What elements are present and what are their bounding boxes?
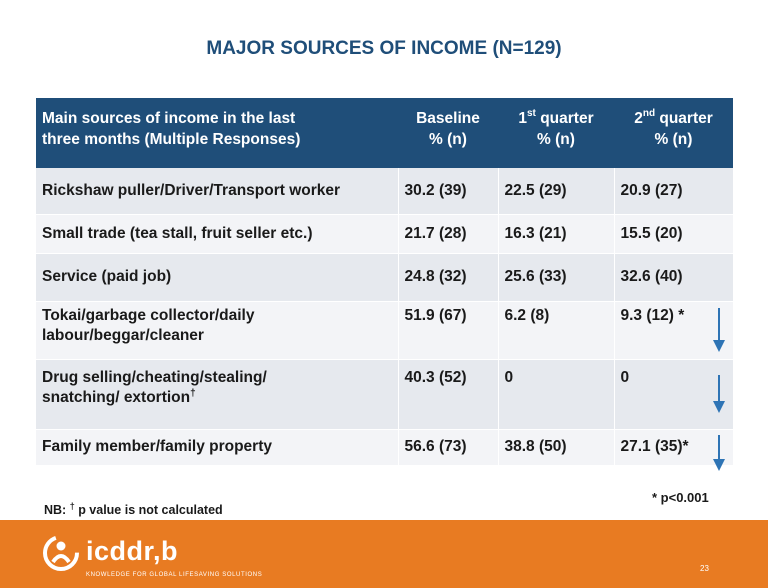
footnote-text: p value is not calculated — [74, 503, 223, 517]
row-q2: 15.5 (20) — [614, 214, 733, 253]
row-source: Service (paid job) — [36, 253, 398, 301]
row-source-line2: snatching/ extortion — [42, 388, 191, 406]
row-source: Small trade (tea stall, fruit seller etc.) — [36, 214, 398, 253]
row-q1: 16.3 (21) — [498, 214, 614, 253]
row-q1: 22.5 (29) — [498, 168, 614, 214]
row-baseline: 40.3 (52) — [398, 359, 498, 429]
row-source — [36, 359, 398, 429]
dagger-mark: † — [190, 387, 196, 399]
page-number: 23 — [700, 564, 709, 573]
table-header-row — [36, 98, 733, 168]
header-q1 — [498, 98, 614, 168]
row-q1: 25.6 (33) — [498, 253, 614, 301]
header-main-line1: Main sources of income in the last — [42, 110, 296, 127]
down-arrow-icon — [712, 308, 726, 352]
row-source-line2-wrap — [42, 388, 398, 408]
row-source: Rickshaw puller/Driver/Transport worker — [36, 168, 398, 214]
slide-title: MAJOR SOURCES OF INCOME (N=129) — [206, 38, 562, 59]
row-baseline: 21.7 (28) — [398, 214, 498, 253]
row-source-line2: labour/beggar/cleaner — [42, 326, 204, 344]
row-source-line1: Tokai/garbage collector/daily — [42, 306, 255, 324]
table-row — [36, 168, 733, 214]
row-q2: 9.3 (12) * — [614, 301, 733, 359]
header-q1-line2: % (n) — [537, 131, 575, 148]
header-main-sources — [36, 98, 398, 168]
footnote-prefix: NB: — [44, 503, 70, 517]
footnote-p-value — [44, 503, 223, 517]
income-sources-table — [36, 98, 734, 466]
header-baseline — [398, 98, 498, 168]
header-baseline-line1: Baseline — [416, 110, 480, 127]
header-baseline-line2: % (n) — [429, 131, 467, 148]
row-q1: 38.8 (50) — [498, 429, 614, 465]
logo-tagline: KNOWLEDGE FOR GLOBAL LIFESAVING SOLUTIONS — [86, 572, 263, 578]
row-baseline: 30.2 (39) — [398, 168, 498, 214]
row-source — [36, 301, 398, 359]
row-q2: 20.9 (27) — [614, 168, 733, 214]
table-row — [36, 253, 733, 301]
table-row — [36, 214, 733, 253]
row-baseline: 51.9 (67) — [398, 301, 498, 359]
header-q2-word: quarter — [655, 110, 713, 127]
footnote-dagger: † — [69, 501, 75, 511]
row-q2: 0 — [614, 359, 733, 429]
row-source-line1: Drug selling/cheating/stealing/ — [42, 368, 267, 386]
row-source: Family member/family property — [36, 429, 398, 465]
header-q1-line1 — [498, 108, 614, 129]
header-q2-ordinal: 2 — [634, 110, 643, 127]
down-arrow-icon — [712, 435, 726, 471]
table-row — [36, 429, 733, 465]
header-q1-sup: st — [527, 108, 536, 119]
header-q2-sup: nd — [642, 108, 656, 119]
row-q1: 0 — [498, 359, 614, 429]
header-q2-line2: % (n) — [654, 131, 693, 148]
down-arrow-icon — [712, 375, 726, 413]
footer-bar — [0, 520, 768, 588]
row-q1: 6.2 (8) — [498, 301, 614, 359]
row-baseline: 24.8 (32) — [398, 253, 498, 301]
footnote-significance: * p<0.001 — [652, 490, 709, 505]
logo-text: icddr,b — [86, 536, 179, 566]
header-q2-line1 — [614, 108, 733, 129]
header-main-line2: three months (Multiple Responses) — [42, 131, 301, 148]
row-q2: 27.1 (35)* — [614, 429, 733, 465]
row-q2: 32.6 (40) — [614, 253, 733, 301]
header-q1-word: quarter — [535, 110, 594, 127]
table-row — [36, 359, 733, 429]
row-baseline: 56.6 (73) — [398, 429, 498, 465]
header-q1-ordinal: 1 — [518, 110, 527, 127]
header-q2 — [614, 98, 733, 168]
table-row — [36, 301, 733, 359]
icddrb-logo-icon — [42, 532, 80, 572]
